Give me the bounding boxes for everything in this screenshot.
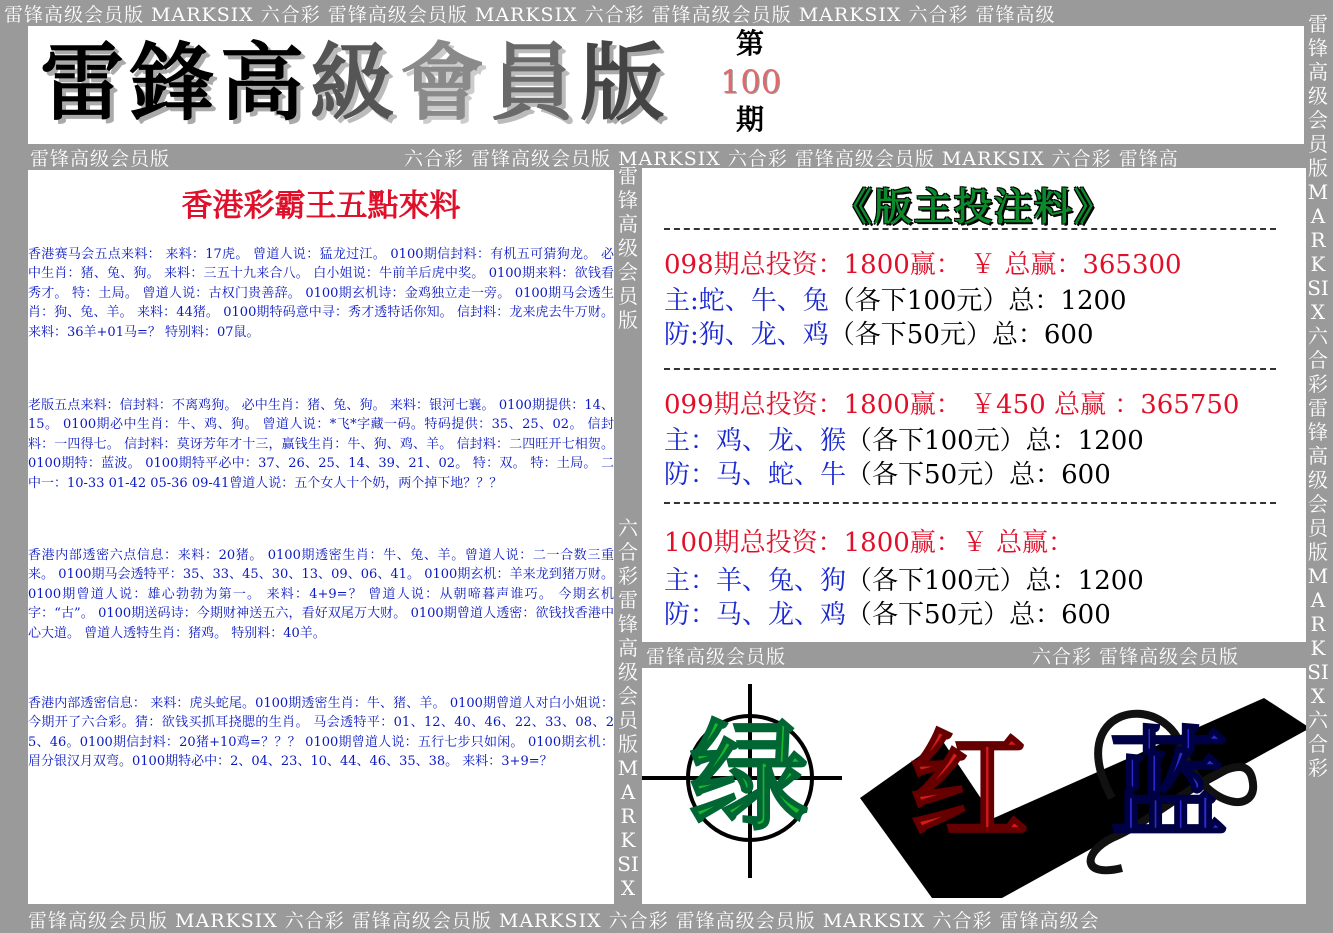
paragraph: 香港赛马会五点来料： 来料：17虎。 曾道人说：猛龙过江。 0100期信封料：有机五可猜狗龙。 必中生肖：猪、兔、狗。 来料：三五十九来合八。 白小姐说：牛前羊后虎中奖。 0100期来料：欲钱看秀才。 特：土局。 曾道人说：古权门贵善辞。 0100期玄机诗：金鸡独立走一旁。 0100期马会透生肖：狗、兔、羊。 来料：44猪。 0100期特码意中寻：秀才透特话你知。 信封料：龙来虎去牛万财。 来料：36羊+01马=？ 特别料：07鼠。: [28, 247, 614, 340]
bet-note: （各下50元）总：600: [846, 600, 1111, 630]
bet-main-line: [664, 420, 1144, 457]
bet-defense-line: [664, 314, 1094, 351]
bet-note: （各下100元）总：1200: [846, 426, 1144, 456]
red-char: 红: [910, 717, 1029, 856]
mid-strip-left: 雷锋高级会员版: [30, 148, 171, 168]
masthead-char: 版: [580, 34, 671, 132]
divider: [664, 502, 1276, 504]
bet-label: 防：: [664, 460, 717, 490]
bet-list: 羊、兔、狗: [716, 566, 847, 596]
masthead-char: 級: [310, 34, 401, 132]
bet-list: 狗、龙、鸡: [698, 320, 829, 350]
green-char: 绿: [690, 707, 809, 846]
masthead-char: 會: [400, 34, 491, 132]
issue-prefix: 第: [735, 27, 764, 60]
bet-main-line: [664, 280, 1127, 317]
top-strip: 雷锋高级会员版 MARKSIX 六合彩 雷锋高级会员版 MARKSIX 六合彩 雷锋高级会员版 MARKSIX 六合彩 雷锋高级: [4, 4, 1056, 24]
bet-note: （各下50元）总：600: [846, 460, 1111, 490]
right-vertical-strip: 雷锋高级会员版MARKSIX六合彩雷锋高级会员版MARKSIX六合彩: [1307, 12, 1329, 780]
bet-header: 098期总投资：1800赢： ￥ 总赢：365300: [664, 250, 1182, 280]
masthead-title: [40, 28, 670, 138]
bet-note: （各下100元）总：1200: [828, 286, 1127, 316]
divider: [664, 368, 1276, 370]
bet-title: 《版主投注料》: [833, 185, 1114, 229]
mid-strip-right: 六合彩 雷锋高级会员版 MARKSIX 六合彩 雷锋高级会员版 MARKSIX 六合彩 雷锋高: [404, 148, 1179, 168]
bet-note: （各下100元）总：1200: [846, 566, 1144, 596]
bottom-strip: 雷锋高级会员版 MARKSIX 六合彩 雷锋高级会员版 MARKSIX 六合彩 雷锋高级会员版 MARKSIX 六合彩 雷锋高级会: [28, 910, 1100, 932]
paragraph: 香港内部透密信息： 来料：虎头蛇尾。0100期透密生肖：牛、猪、羊。 0100期曾道人对白小姐说：今期开了六合彩。猜：欲钱买抓耳挠腮的生肖。 马会透特平：01、12、40、46、22、33、08、25、46。0100期信封料：20猪+10鸡=？？？ 0100期曾道人说：五行七步只如闲。 0100期玄机：眉分银汉月双弯。0100期特必中：2、04、23、10、44、46、35、38。 来料：3+9=？: [28, 696, 614, 770]
masthead-char: 鋒: [130, 34, 221, 132]
bet-list: 马、蛇、牛: [716, 460, 847, 490]
issue-number: [720, 26, 780, 138]
bet-note: （各下50元）总：600: [828, 320, 1094, 350]
paragraph: 老版五点来料：信封料：不离鸡狗。 必中生肖：猪、兔、狗。 来料：银河七襄。 0100期提供：14、15。 0100期必中生肖：牛、鸡、狗。 曾道人说：*飞*字藏一码。特码提供：35、25、02。 信封料：一四得七。 信封料：莫讶芳年才十三，赢钱生肖：牛、狗、鸡、羊。 信封料：二四旺开七相贺。 0100期特：蓝波。 0100期特平必中：37、26、25、14、39、21、02。 特：双。 特：土局。 二中一：10-33 01-42 05-36 09-41曾道人说：五个女人十个奶，两个掉下地？？？: [28, 398, 614, 491]
bet-label: 防:: [664, 320, 699, 350]
divider: [664, 228, 1276, 230]
left-title: 香港彩霸王五點來料: [181, 188, 461, 224]
blue-char: 蓝: [1110, 715, 1229, 854]
center-vertical-strip-bottom: 六合彩雷锋高级会员版MARKSIX: [617, 516, 639, 900]
bet-header: 099期总投资：1800赢： ￥450 总赢 ：365750: [664, 390, 1240, 420]
bet-list: 马、龙、鸡: [716, 600, 847, 630]
bet-defense-line: [664, 594, 1111, 631]
right-mid-strip-left: 雷锋高级会员版: [646, 646, 787, 666]
bet-list: 蛇、牛、兔: [698, 286, 829, 316]
right-mid-strip-right: 六合彩 雷锋高级会员版: [1032, 646, 1240, 666]
issue-suffix: 期: [735, 103, 764, 136]
bet-main-line: [664, 560, 1144, 597]
issue-value: 100: [720, 63, 782, 101]
color-logo-graphic: [642, 668, 1306, 904]
bet-header: 100期总投资：1800赢：￥ 总赢：: [664, 528, 1075, 558]
masthead-char: 雷: [40, 34, 131, 132]
bet-label: 主:: [664, 286, 699, 316]
masthead-char: 員: [490, 34, 581, 132]
bet-defense-line: [664, 454, 1111, 491]
bet-list: 鸡、龙、猴: [716, 426, 847, 456]
center-vertical-strip-top: 雷锋高级会员版: [618, 164, 638, 332]
paragraph: 香港内部透密六点信息：来料：20猪。 0100期透密生肖：牛、兔、羊。曾道人说：二一合数三重来。 0100期马会透特平：35、33、45、30、13、09、06、41。 0100期玄机：羊来龙到猪万财。 0100期曾道人说：雄心勃勃为第一。 来料：4+9=？ 曾道人说：从朝啼暮声谁巧。 今期玄机字：“古”。 0100期送码诗：今期财神送五六，看好双尾万大财。 0100期曾道人透密：欲钱找香港中心大道。 曾道人透特生肖：猪鸡。 特别料：40羊。: [28, 548, 614, 641]
masthead-char: 高: [220, 34, 311, 132]
bet-label: 主：: [664, 566, 717, 596]
bet-label: 防：: [664, 600, 717, 630]
bet-label: 主：: [664, 426, 717, 456]
